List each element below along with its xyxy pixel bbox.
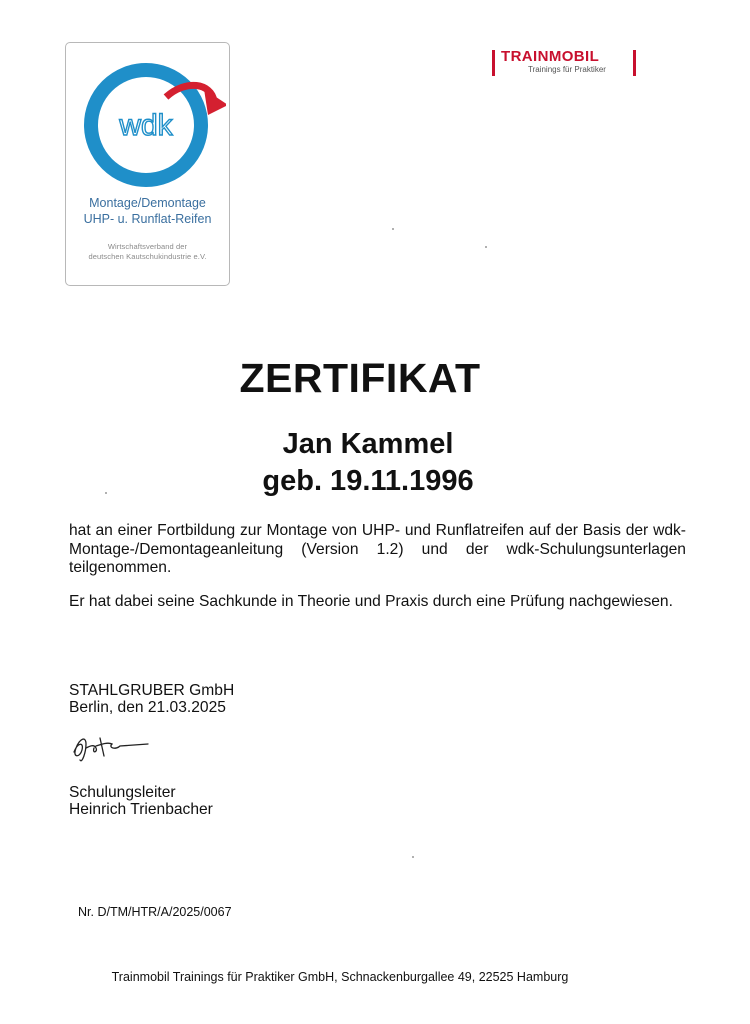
scan-speck	[485, 246, 487, 248]
certificate-title: ZERTIFIKAT	[239, 355, 481, 401]
holder-birth-date: geb. 19.11.1996	[262, 465, 474, 497]
signer-name: Heinrich Trienbacher	[69, 801, 213, 818]
badge-title-line-1: Montage/Demontage	[89, 196, 206, 210]
trainmobil-bracket-right	[633, 50, 636, 76]
wdk-logo-text: wdk	[119, 109, 173, 142]
issuer-company: STAHLGRUBER GmbH	[69, 682, 235, 699]
footer-address: Trainmobil Trainings für Praktiker GmbH, Schnackenburgallee 49, 22525 Hamburg	[111, 970, 569, 984]
signature-icon	[68, 730, 150, 766]
scan-speck	[105, 492, 107, 494]
trainmobil-bracket-left	[492, 50, 495, 76]
scan-speck	[412, 856, 414, 858]
trainmobil-name: TRAINMOBIL	[501, 48, 600, 65]
badge-org-line-1: Wirtschaftsverband der	[107, 242, 188, 251]
scan-speck	[392, 228, 394, 230]
holder-name: Jan Kammel	[282, 428, 454, 460]
badge-title-line-2: UHP- u. Runflat-Reifen	[83, 212, 212, 226]
certificate-paragraph-1: hat an einer Fortbildung zur Montage von UHP- und Runflatreifen auf der Basis der wdk-Montage-/Demontageanleitung (Version 1.2) und der wdk-Schulungsunterlagen teilgenommen.	[69, 522, 686, 576]
trainmobil-logo	[492, 48, 640, 78]
certificate-paragraph-2: Er hat dabei seine Sachkunde in Theorie und Praxis durch eine Prüfung nachgewiesen.	[69, 593, 673, 610]
certificate-number: Nr. D/TM/HTR/A/2025/0067	[78, 905, 232, 919]
wdk-badge	[65, 42, 230, 286]
badge-org-line-2: deutschen Kautschukindustrie e.V.	[88, 252, 207, 261]
trainmobil-tagline: Trainings für Praktiker	[528, 65, 606, 74]
wdk-logo	[76, 53, 226, 193]
signer-role: Schulungsleiter	[69, 784, 176, 801]
place-date: Berlin, den 21.03.2025	[69, 699, 226, 716]
